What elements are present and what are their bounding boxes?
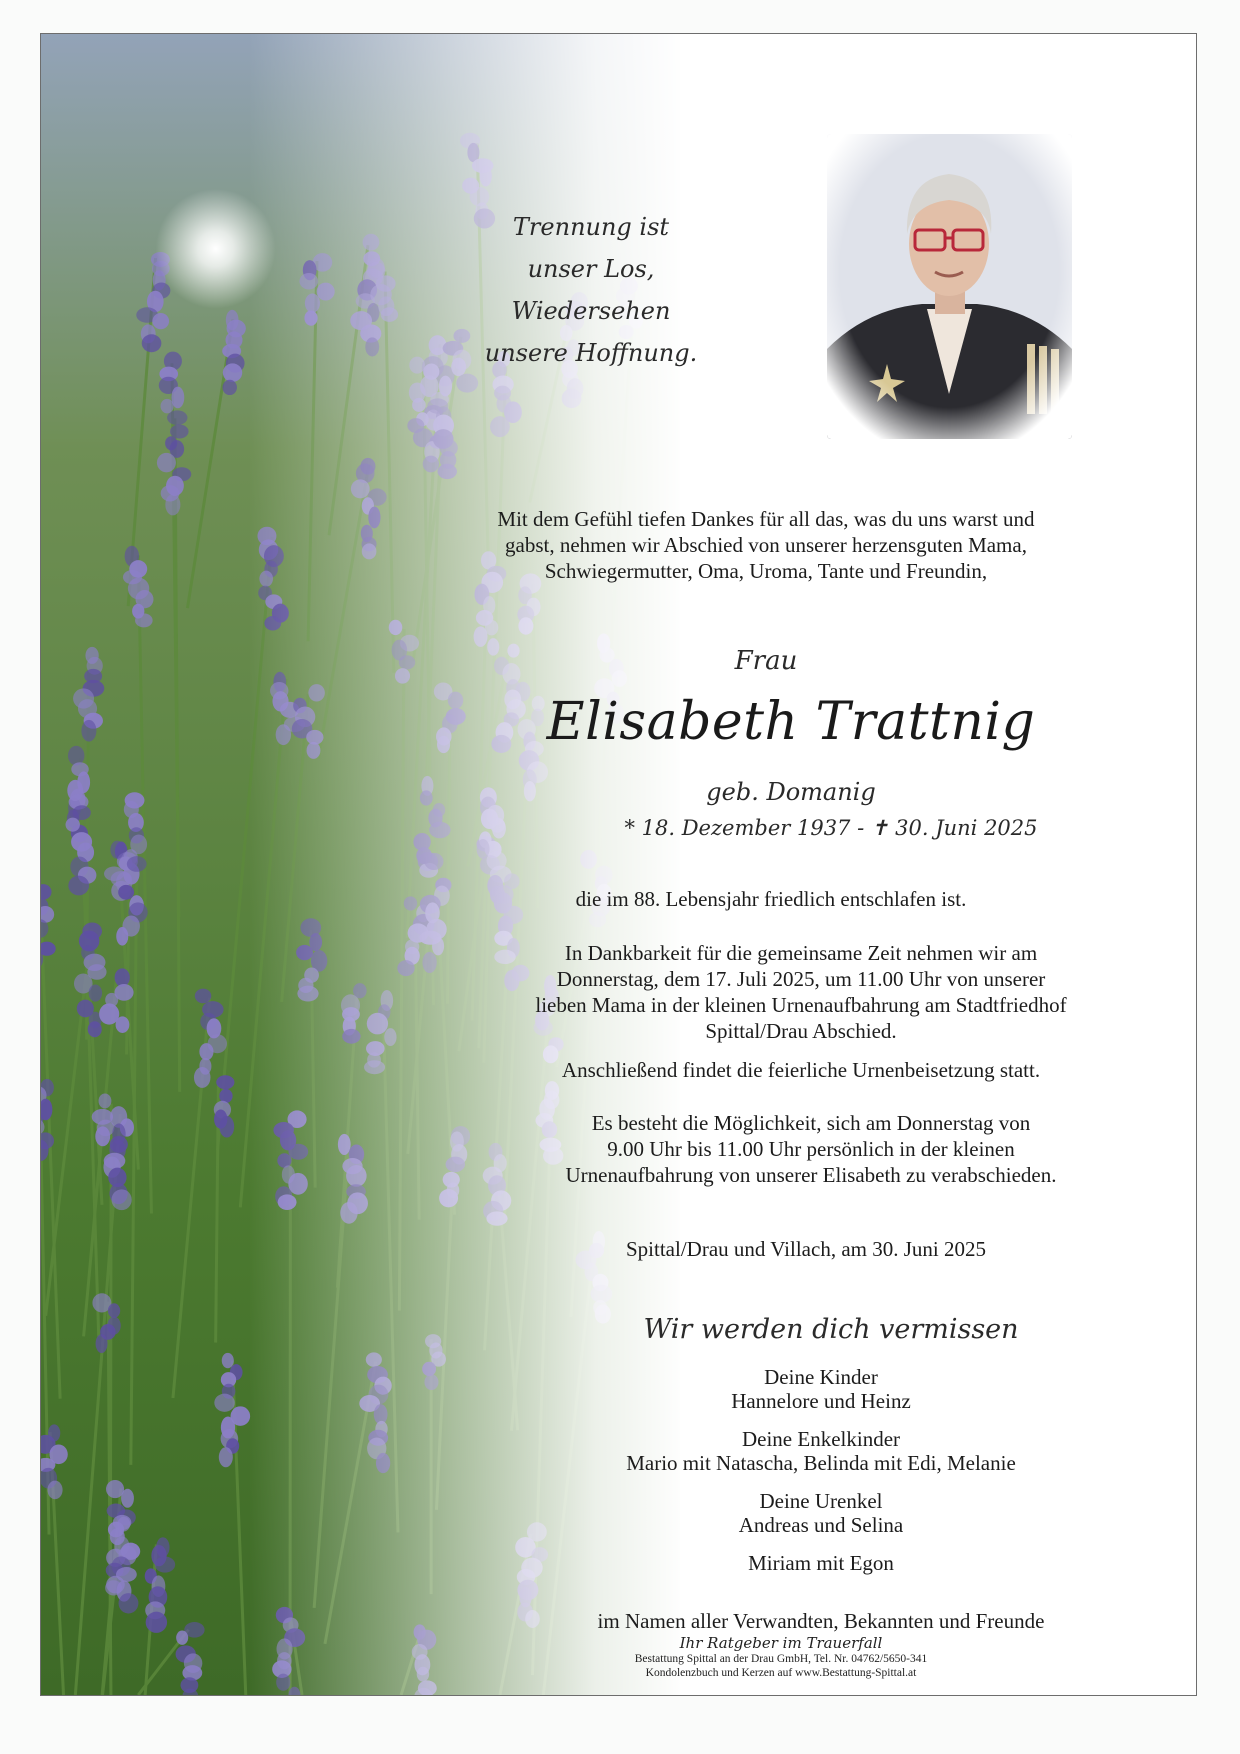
footer-company: Bestattung Spittal an der Drau GmbH, Tel. Nr. 04762/5650-341 bbox=[634, 1653, 928, 1665]
mourner-group-label: Deine Enkelkinder bbox=[741, 1427, 901, 1451]
age-line: die im 88. Lebensjahr friedlich entschlafen ist. bbox=[575, 887, 967, 911]
place-date: Spittal/Drau und Villach, am 30. Juni 2025 bbox=[626, 1237, 986, 1261]
motto-line: unsere Hoffnung. bbox=[484, 339, 698, 367]
footer-tagline: Ihr Ratgeber im Trauerfall bbox=[679, 1634, 883, 1652]
ceremony-paragraph bbox=[481, 940, 1121, 1044]
birth-name: geb. Domanig bbox=[706, 778, 876, 806]
mourner-group-label: Deine Urenkel bbox=[759, 1489, 883, 1513]
mourner-group bbox=[561, 1489, 1081, 1537]
ceremony-line: lieben Mama in der kleinen Urnenaufbahrung am Stadtfriedhof bbox=[535, 993, 1067, 1017]
farewell-line: 9.00 Uhr bis 11.00 Uhr persönlich in der kleinen bbox=[607, 1137, 1015, 1161]
farewell-line: Urnenaufbahrung von unserer Elisabeth zu verabschieden. bbox=[565, 1163, 1057, 1187]
mourner-group bbox=[561, 1551, 1081, 1575]
intro-text bbox=[451, 506, 1081, 584]
mourners-heading: Wir werden dich vermissen bbox=[643, 1314, 1019, 1345]
motto-line: Trennung ist bbox=[512, 213, 670, 241]
ceremony-line: Spittal/Drau Abschied. bbox=[705, 1019, 897, 1043]
intro-line: gabst, nehmen wir Abschied von unserer herzensguten Mama, bbox=[505, 533, 1027, 557]
footer-web: Kondolenzbuch und Kerzen auf www.Bestattung-Spittal.at bbox=[645, 1667, 917, 1679]
farewell-line: Es besteht die Möglichkeit, sich am Donnerstag von bbox=[591, 1111, 1031, 1135]
mourner-group bbox=[561, 1365, 1081, 1413]
mourner-group bbox=[561, 1427, 1081, 1475]
burial-line: Anschließend findet die feierliche Urnenbeisetzung statt. bbox=[561, 1058, 1041, 1082]
portrait-photo bbox=[827, 134, 1072, 439]
mourners-closing: im Namen aller Verwandten, Bekannten und Freunde bbox=[597, 1609, 1045, 1633]
mourner-group-label: Deine Kinder bbox=[764, 1365, 878, 1389]
salutation: Frau bbox=[734, 646, 798, 676]
intro-line: Mit dem Gefühl tiefen Dankes für all das, was du uns warst und bbox=[497, 507, 1035, 531]
intro-line: Schwiegermutter, Oma, Uroma, Tante und Freundin, bbox=[544, 559, 988, 583]
motto-verse bbox=[441, 206, 741, 374]
content-layer bbox=[41, 34, 1196, 1695]
mourner-group-label: Miriam mit Egon bbox=[748, 1551, 894, 1575]
deceased-name: Elisabeth Trattnig bbox=[546, 692, 1036, 752]
mourner-group-names: Hannelore und Heinz bbox=[731, 1389, 911, 1413]
ceremony-line: In Dankbarkeit für die gemeinsame Zeit nehmen wir am bbox=[564, 941, 1038, 965]
funeral-home-footer bbox=[581, 1634, 981, 1680]
farewell-paragraph bbox=[521, 1110, 1101, 1188]
life-dates: * 18. Dezember 1937 - ✝ 30. Juni 2025 bbox=[624, 816, 1038, 840]
motto-line: unser Los, bbox=[527, 255, 655, 283]
mourner-group-names: Mario mit Natascha, Belinda mit Edi, Melanie bbox=[626, 1451, 1016, 1475]
obituary-card bbox=[40, 33, 1197, 1696]
mourner-group-names: Andreas und Selina bbox=[738, 1513, 904, 1537]
motto-line: Wiedersehen bbox=[511, 297, 671, 325]
ceremony-line: Donnerstag, dem 17. Juli 2025, um 11.00 Uhr von unserer bbox=[556, 967, 1046, 991]
